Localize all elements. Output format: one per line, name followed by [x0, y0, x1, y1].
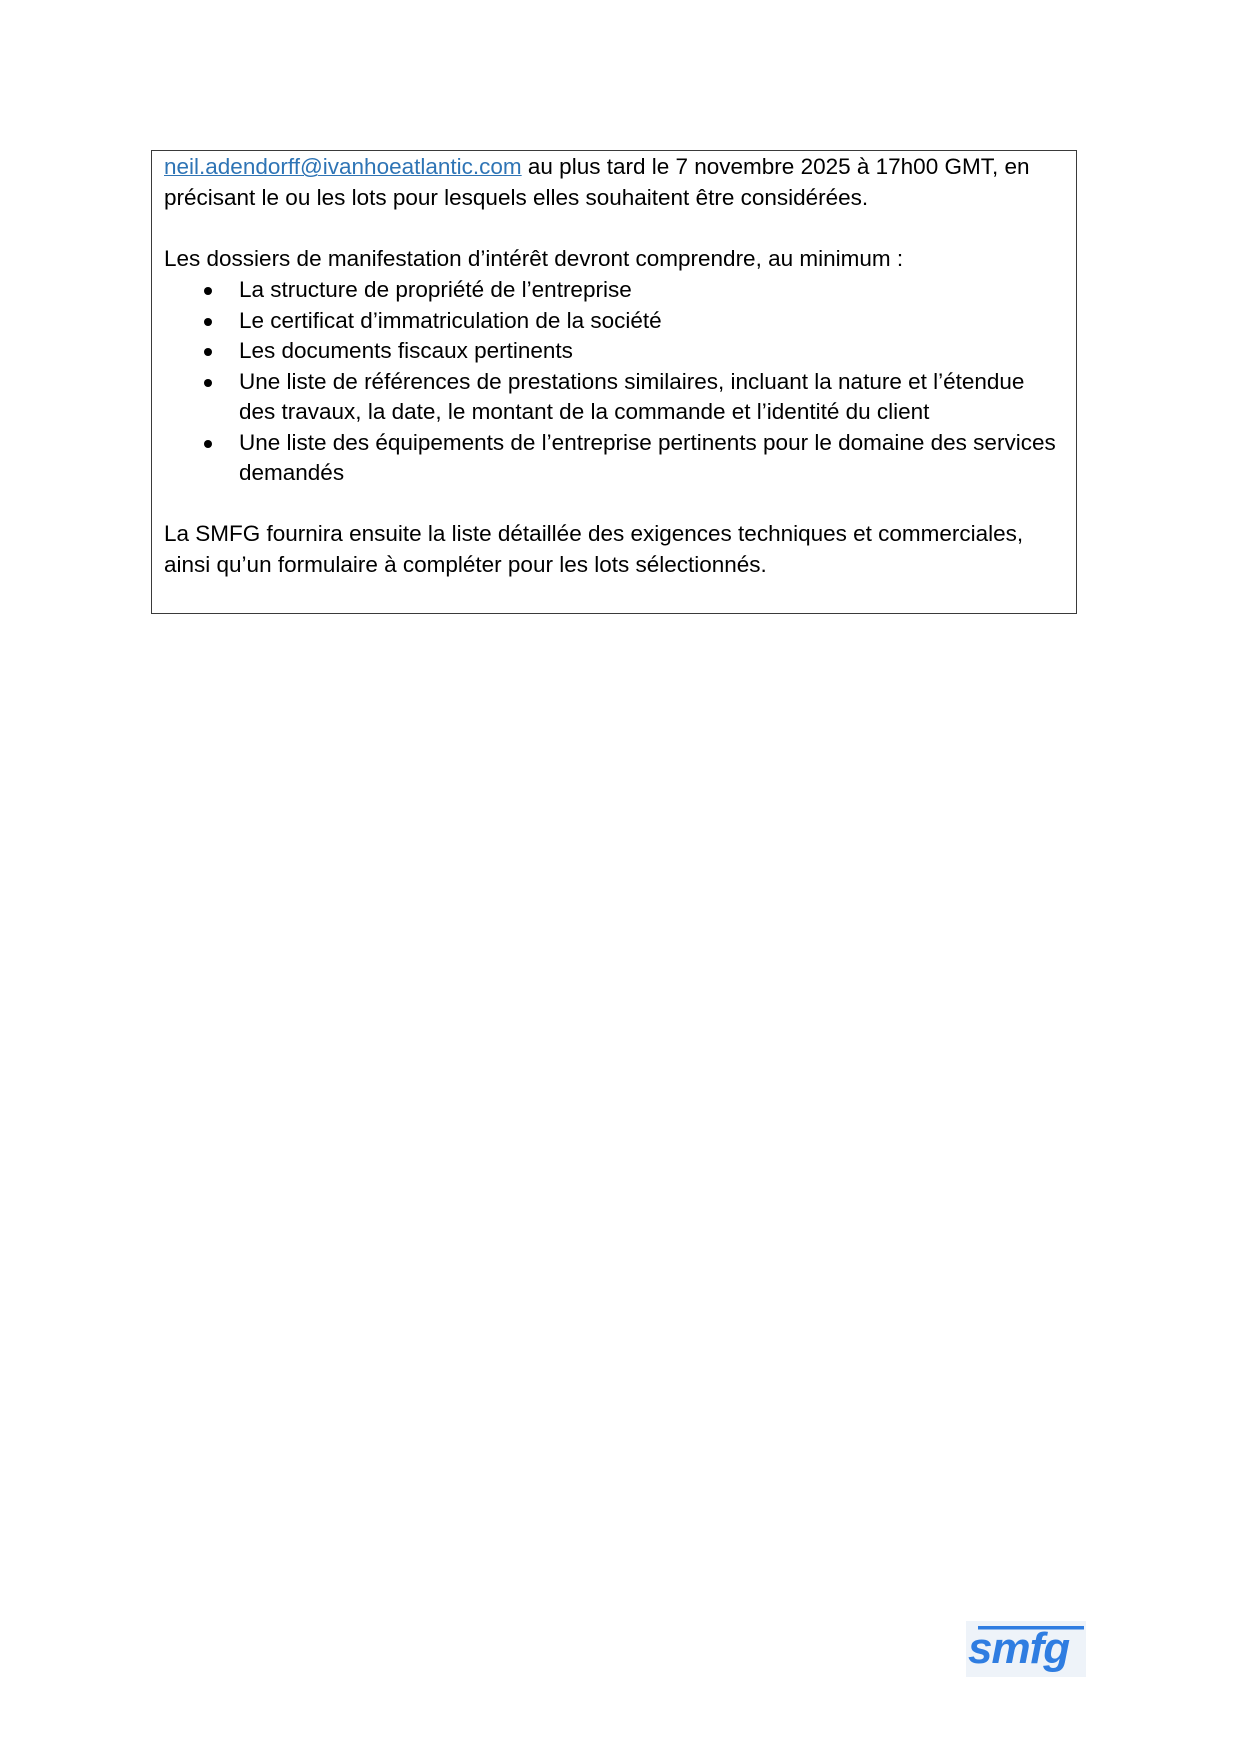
list-item-text: Le certificat d’immatriculation de la société — [239, 307, 662, 333]
list-item — [164, 275, 1064, 306]
list-item-text: Une liste de références de prestations similaires, incluant la nature et l’étendue des travaux, la date, le montant de la commande et l’identité du client — [239, 368, 1025, 424]
email-link[interactable]: neil.adendorff@ivanhoeatlantic.com — [164, 154, 522, 179]
smfg-logo — [966, 1621, 1086, 1677]
bullet-icon — [204, 379, 212, 387]
list-item-text: La structure de propriété de l’entreprise — [239, 277, 632, 302]
smfg-logo-graphic — [966, 1621, 1086, 1677]
submission-text: au plus tard le 7 novembre 2025 à 17h00 GMT, en précisant le ou les lots pour lesquels elles souhaitent être considérées. — [164, 154, 1030, 210]
logo-wordmark: smfg — [968, 1624, 1070, 1673]
list-item-text: Les documents fiscaux pertinents — [239, 338, 573, 363]
list-item — [164, 367, 1064, 428]
bullet-icon — [204, 287, 212, 295]
requirements-intro: Les dossiers de manifestation d’intérêt devront comprendre, au minimum : — [164, 245, 904, 271]
list-item-text: Une liste des équipements de l’entreprise pertinents pour le domaine des services demandés — [239, 429, 1056, 485]
bullet-icon — [204, 440, 212, 448]
list-item — [164, 306, 1064, 337]
bullet-icon — [204, 348, 212, 356]
list-item — [164, 428, 1064, 489]
submission-paragraph — [164, 151, 1064, 213]
list-item — [164, 336, 1064, 367]
bullet-icon — [204, 318, 212, 326]
paragraph-spacer — [164, 213, 1064, 244]
paragraph-spacer — [164, 489, 1064, 520]
closing-paragraph: La SMFG fournira ensuite la liste détaillée des exigences techniques et commerciales, ainsi qu’un formulaire à compléter pour les lots sélectionnés. — [164, 521, 1024, 577]
notice-box — [151, 150, 1077, 614]
requirements-list — [164, 275, 1064, 489]
